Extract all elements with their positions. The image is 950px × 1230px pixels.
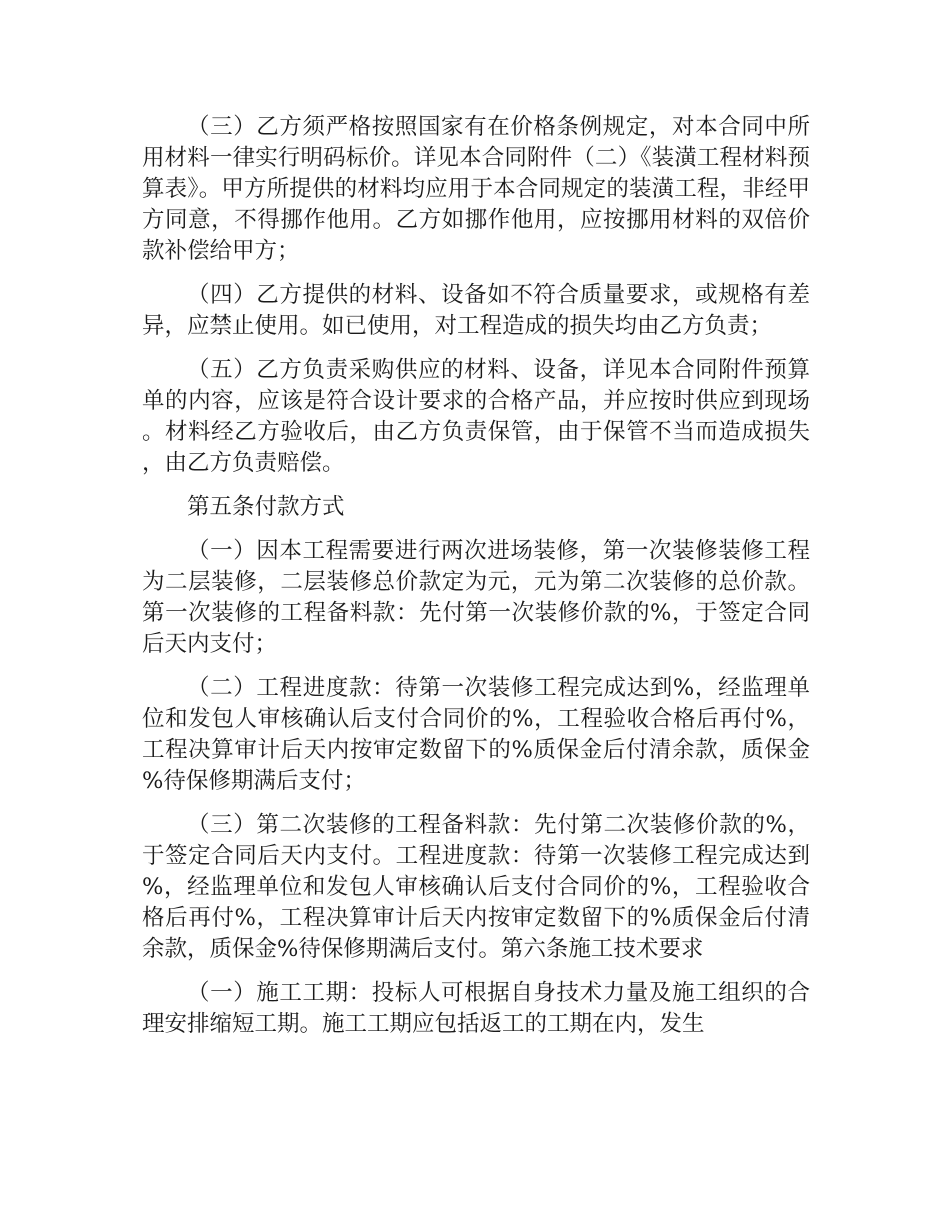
document-page (142, 112, 810, 1053)
payment-clause-1: （一）因本工程需要进行两次进场装修，第一次装修装修工程为二层装修，二层装修总价款定为元，元为第二次装修的总价款。第一次装修的工程备料款：先付第一次装修价款的%，于签定合同后天内支付； (142, 538, 810, 657)
payment-clause-2: （二）工程进度款：待第一次装修工程完成达到%，经监理单位和发包人审核确认后支付合同价的%，工程验收合格后再付%，工程决算审计后天内按审定数留下的%质保金后付清余款，质保金%待保修期满后支付； (142, 675, 810, 794)
payment-clause-3: （三）第二次装修的工程备料款：先付第二次装修价款的%，于签定合同后天内支付。工程进度款：待第一次装修工程完成达到%，经监理单位和发包人审核确认后支付合同价的%，工程验收合格后再付%，工程决算审计后天内按审定数留下的%质保金后付清余款，质保金%待保修期满后支付。第六条施工技术要求 (142, 812, 810, 962)
clause-4-material-quality: （四）乙方提供的材料、设备如不符合质量要求，或规格有差异，应禁止使用。如已使用，对工程造成的损失均由乙方负责； (142, 282, 810, 339)
clause-3-materials-pricing: （三）乙方须严格按照国家有在价格条例规定，对本合同中所用材料一律实行明码标价。详见本合同附件（二）《装潢工程材料预算表》。甲方所提供的材料均应用于本合同规定的装潢工程，非经甲方同意，不得挪作他用。乙方如挪作他用，应按挪用材料的双倍价款补偿给甲方； (142, 114, 810, 264)
article-5-heading: 第五条付款方式 (187, 494, 345, 520)
clause-5-material-procurement: （五）乙方负责采购供应的材料、设备，详见本合同附件预算单的内容，应该是符合设计要求的合格产品，并应按时供应到现场。材料经乙方验收后，由乙方负责保管，由于保管不当而造成损失，由乙方负责赔偿。 (142, 357, 810, 476)
construction-period-clause: （一）施工工期：投标人可根据自身技术力量及施工组织的合理安排缩短工期。施工工期应包括返工的工期在内，发生 (142, 980, 810, 1037)
